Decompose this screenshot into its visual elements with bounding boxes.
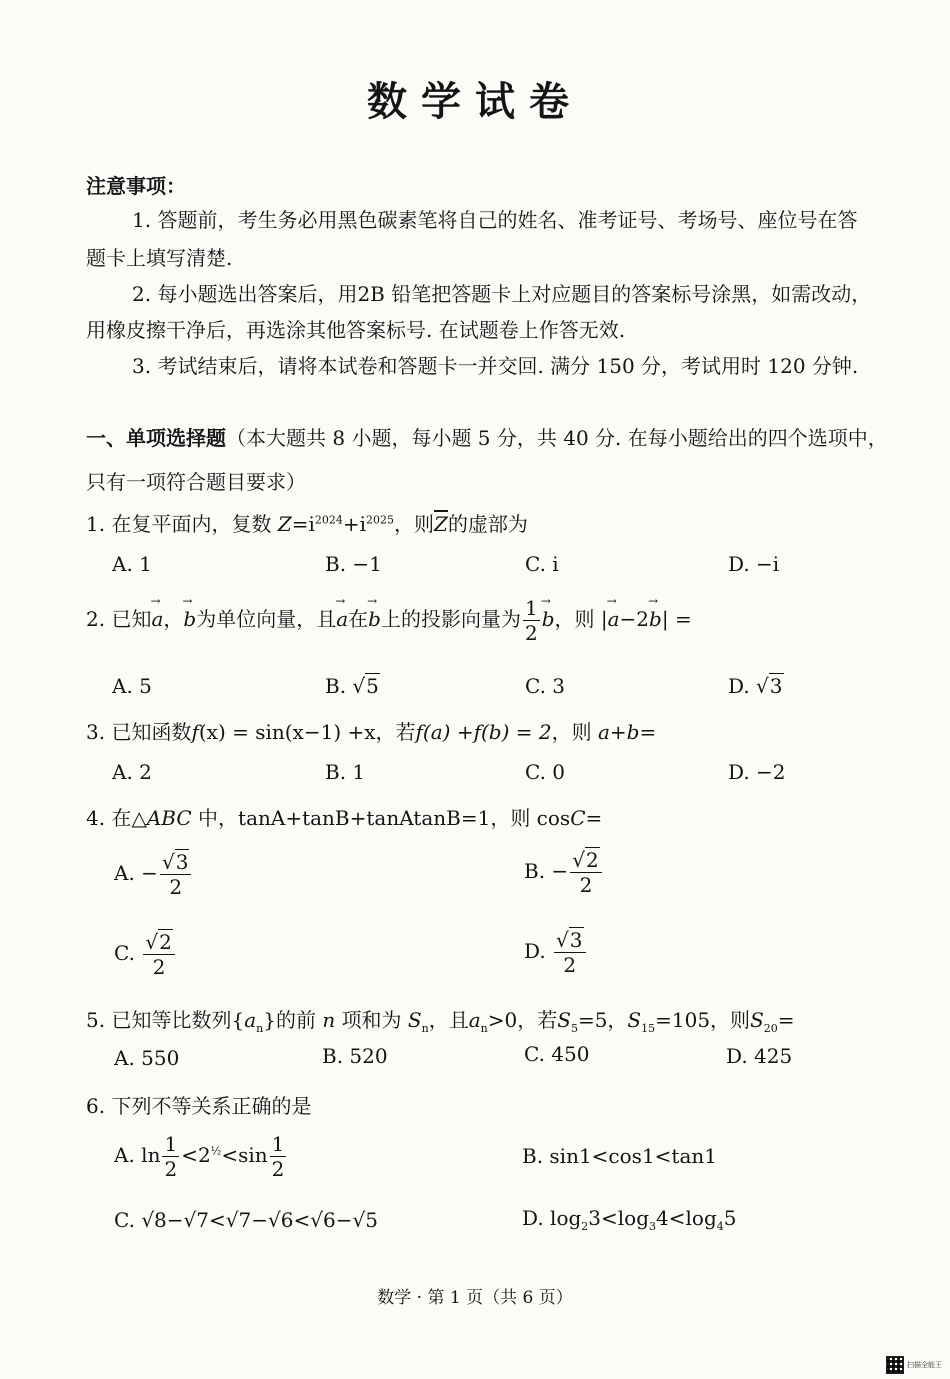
notice-item-3: 3. 考试结束后，请将本试卷和答题卡一并交回. 满分 150 分，考试用时 120 分钟. [132,354,859,378]
notice-item-1: 1. 答题前，考生务必用黑色碳素笔将自己的姓名、准考证号、考场号、座位号在答 [132,208,858,232]
question-1: 1. 在复平面内，复数 $Z=i^{2024}+i^{2025}$，则$\overline{Z}$的虚部为 [86,512,528,536]
q3-option-d: D. −2 [728,760,786,784]
q2-option-b: B. √5 [325,674,379,698]
question-6: 6. 下列不等关系正确的是 [86,1094,312,1118]
q4-option-a: A. − $\frac{√3}{2}$ [114,850,193,899]
question-3: 3. 已知函数f(x) = sin(x−1) +x，若f(a) +f(b) = 2，则 a+b= [86,720,657,744]
q3-option-a: A. 2 [112,760,152,784]
notice-item-1-cont: 题卡上填写清楚. [86,246,233,270]
section-1-desc: （本大题共 8 小题，每小题 5 分，共 40 分. 在每小题给出的四个选项中， [226,426,888,450]
page-title: 数学试卷 [367,79,583,125]
q6-option-b: B. sin1<cos1<tan1 [522,1144,717,1168]
q3-option-c: C. 0 [525,760,566,784]
q2-option-d: D. √3 [728,674,783,698]
qr-code-icon [886,1356,904,1374]
q6-option-c: C. √8−√7<√7−√6<√6−√5 [114,1208,378,1232]
q5-option-c: C. 450 [524,1042,590,1066]
q5-option-d: D. 425 [726,1044,793,1068]
q2-option-c: C. 3 [525,674,566,698]
section-1-title: 一、单项选择题 [86,426,226,450]
q2-option-a: A. 5 [112,674,152,698]
q1-option-c: C. i [525,552,559,576]
q5-option-a: A. 550 [114,1046,180,1070]
page-footer: 数学 · 第 1 页（共 6 页） [377,1288,573,1308]
q4-option-d: D. $\frac{√3}{2}$ [524,928,588,977]
q4-option-c: C. $\frac{√2}{2}$ [114,930,177,979]
scanner-label: 扫描全能王 [907,1361,942,1369]
question-5: 5. 已知等比数列$\{a_n\}$的前 n 项和为 $S_n$，且$a_n>0$，若$S_5=5$，$S_{15}=105$，则$S_{20}=$ [86,1008,795,1035]
notice-heading: 注意事项： [86,174,186,198]
scanner-watermark [886,1356,942,1374]
q4-option-b: B. − $\frac{√2}{2}$ [524,848,604,897]
q1-option-d: D. −i [728,552,780,576]
q1-option-a: A. 1 [112,552,152,576]
q6-option-d: D. $\log_23<\log_34<\log_45$ [522,1206,737,1233]
question-4: 4. 在△ABC 中，tanA+tanB+tanAtanB=1，则 cosC= [86,806,603,830]
q3-option-b: B. 1 [325,760,366,784]
q6-option-a: A. ln $\frac{1}{2}$ $<2^{\frac{1}{2}}<\sin$ $\frac{1}{2}$ [114,1132,285,1181]
section-1-desc-cont: 只有一项符合题目要求） [86,470,306,494]
section-1-heading [86,422,888,451]
question-2: 2. 已知→ a，→ b为单位向量，且→ a在→ b上的投影向量为 $\frac{1}{2}$ → b，则 |→ a−2→ b| = [86,596,692,645]
notice-item-2: 2. 每小题选出答案后，用2B 铅笔把答题卡上对应题目的答案标号涂黑，如需改动， [132,282,872,306]
q1-option-b: B. −1 [325,552,382,576]
notice-item-2-cont: 用橡皮擦干净后，再选涂其他答案标号. 在试题卷上作答无效. [86,318,626,342]
q5-option-b: B. 520 [322,1044,388,1068]
